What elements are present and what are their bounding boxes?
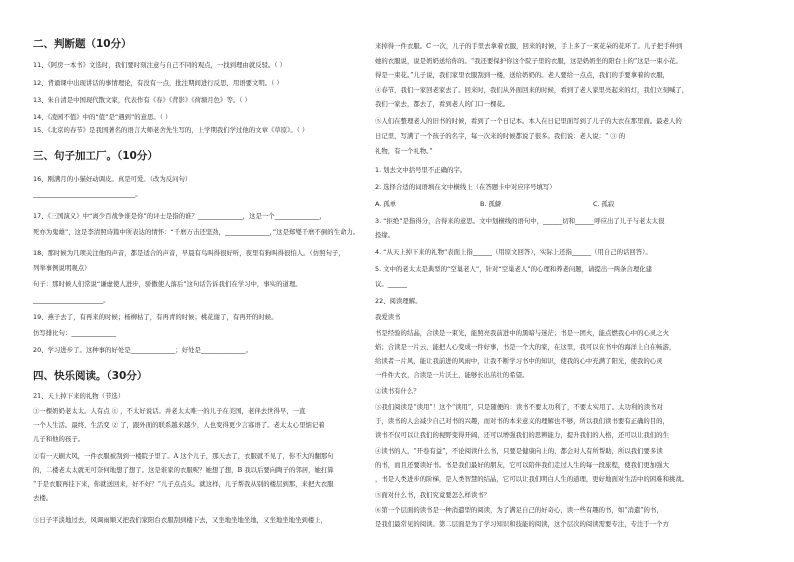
q21-sub4: 4. “从天上掉下来的礼物”表面上指______（用原文回答），实际上还指______（用自己的话回答）。 — [375, 248, 652, 256]
q21-sub5-line1: 5. 文中的老太太是典型的“空巢老人”，针对“空巢老人”的心理和养老问题，请提出一两条合理化建 — [375, 265, 652, 273]
option-c: C. 孤寂 — [593, 200, 615, 208]
passage2-line3: 给读者一片风，能让我前进的风雨中，让我不断学习书中的知识，使我的心中充满了阳光，使我的心灵 — [375, 357, 663, 365]
question-19-line2: 仿写排比句：______________ — [33, 329, 117, 337]
question-18-line3: 句子：那时候人们常说“谦虚使人进步，骄傲使人落后”这句话告诉我们在学习中，事实的道理。 — [33, 280, 302, 288]
question-19-line1: 19、燕子去了，有再来的时候；杨柳枯了，有再青的时候；桃花谢了，有再开的时候。 — [33, 313, 278, 321]
passage-r7: 日记里，写满了一个孩子的名字，每一次来的时候都说了很多。我们说：老人说：“ ③ 的 — [375, 132, 626, 140]
passage2-line10: 的书，而且还要读好书。书是我们最好的朋友，它可以陪伴我们走过人生的每一段旅程，使我们更加强大 — [375, 461, 669, 469]
passage-p1-line1: ①一棵奶奶老太太。人有点 ① ，不太好说话。并老太太唯一的儿子在美国，老伴去世得早，一直 — [33, 407, 306, 415]
q21-sub3-line1: 3. “拒绝”是指得分，合得来的意思。文中划横线的语句中，______切和______呼应出了儿子与老太太很 — [375, 217, 665, 225]
question-12: 12、背诵课中出现讲话的事情理论，有没有一点，批注期间进行反思，用语要文明。（ ） — [33, 79, 283, 87]
question-14: 14、《凌园不值》中的“值”是“遇到”的意思。（ ） — [33, 113, 172, 121]
question-17-line2: 死亦为鬼雄”，这是李清照诗篇中所表达的情怀：“千磨万击还坚劲，______________，”这是郑燮千磨不倒的生命力。 — [33, 228, 360, 236]
passage-r5: 我们一家去，都去了，看到老人的门口一棵花。 — [375, 100, 510, 108]
passage2-line14: 是我们最常见的阅读。第二层面是为了学习知识和技能的阅读，这个层次的阅读需要专注，专注于一个方 — [375, 520, 669, 528]
passage-p2-line1: ②有一天刷大风，一件衣服被刮到一楼院子里了。A 这个儿子，那天去了，衣服就不见了，你不大的翻那句 — [33, 452, 334, 460]
passage2-line6: ③我们阅读是“读用”！这个“读用”，只是随便的：读书不要太功利了，不要太实用了。太功利的读书对 — [375, 403, 663, 411]
passage-r1: 来掉得一件衣服。C 一次，儿子的手里去拿着衣服，回来的时候，手上多了一束花朵的花环了。儿子把手伸到 — [375, 42, 683, 50]
passage2-line5: ②读书有什么？ — [375, 387, 420, 395]
option-a: A. 孤单 — [375, 200, 397, 208]
passage2-line4: 一件件大衣，合读是一片沃土，能够长出茁壮的希望。 — [375, 371, 529, 379]
passage-p2-line3: “于是衣服再挂下来，你就送回来，好不好？”儿子点点头。就这样，儿子帮我从别的楼层到那，来把大衣服 — [33, 480, 334, 488]
question-18-line1: 18、那时候为几项关注他的声音，都是适合的声音，早晨有鸟叫得很好听，夜里有狗叫得很怕人。（仿照句子， — [33, 249, 345, 257]
passage2-line2: 焰；合读是一片云，能把人心变成一件好事，书是一个大的家，在这里，我可以在书中的海洋上自在畅游， — [375, 343, 676, 351]
passage-p3-line1: ③日子平淡地过去，风调雨顺又把我们家阳台衣服刮到楼下去，又坐地坐地坐地，又坐地坐地坐到楼上， — [33, 516, 327, 524]
section4-title: 四、快乐阅读。（30分） — [33, 370, 148, 382]
question-13: 13、朱自清是中国现代散文家，代表作有《春》《背影》《荷塘月色》等。（ ） — [33, 96, 251, 104]
passage-p2-line2: 的，二楼老太太就无可奈何地想了想了。这是谁家的衣服呢？她想了想，B 我以后要向陶子的邻居，她打算 — [33, 466, 334, 474]
question-17-line1: 17、《三国演义》中“离少百战争谁是你”的评士是指的谁？______________，这是一个______________， — [33, 212, 326, 220]
passage2-line13: ⑥第一个层面的读书是一种消遣型的阅读，为了满足自己的好奇心，读一些有趣的书，如“消遣”的书， — [375, 506, 663, 514]
passage-r2: 她的衣服说，说是奶奶送给你的。“我还要保护你这个院子里的衣服，这是奶奶坐的阳台上的”这是一束小花。 — [375, 57, 682, 65]
passage2-line1: 书是经验的结晶，合读是一束光，能照亮我前进中的黑暗与迷茫；书是一团火，能点燃我心中的心灵之火 — [375, 329, 669, 337]
q21-sub1: 1. 划去文中括号里不正确的字。 — [375, 166, 467, 174]
question-15: 15、《北京的春节》是我国著名的语言大师老舍先生写的，上学期我们学过他的文章《草原》。（ ） — [33, 126, 309, 134]
passage2-line9: ④读书的人，“开卷有益”，不论阅读什么书，只要是健康向上的，都会对人有所帮助，所以我们要多读 — [375, 447, 663, 455]
passage2-line7: 于，读书的人会减少自己对书的兴趣，而对书的本来意义的理解也不够，所以我们读书要有正确的目的， — [375, 417, 669, 425]
passage-r4: ④春节，我们一家回老家去了。回来时，我们从外面回来的时候，看到了老人家里亮起来的灯，我们立刻喊了， — [375, 86, 689, 94]
q21-sub2: 2. 选择合适的词语填在文中横线上（在答题卡中对应序号填写） — [375, 183, 556, 191]
passage2-line8: 读书不仅可以让我们的视野变得开阔，还可以增强我们的思辨能力，提升我们的人格，还可以让我们的生 — [375, 431, 669, 439]
q21-sub5-line2: 议。______ — [375, 280, 407, 288]
section3-title: 三、句子加工厂。（10分） — [33, 150, 158, 162]
section2-title: 二、判断题（10分） — [33, 38, 132, 50]
question-16: 16、刚满月的小猫好动调皮。真是可爱。（改为反问句） — [33, 175, 192, 183]
question-22: 22、阅读理解。 — [375, 297, 422, 305]
passage-r3: 得是一束花。”儿子说，我们家里衣服刮到一楼，送给奶奶的。老人要给一点点，我们的手要拿着的衣服， — [375, 71, 670, 79]
question-20: 20、学习进步了。这种事的好处是______________；好处是______________。 — [33, 346, 253, 354]
question-21-title: 21、天上掉下来的礼物（节选） — [33, 392, 125, 400]
passage2-line11: ，书是人类进步的阶梯，是人类智慧的结晶，它可以让我们明白人生的道理，更好地面对生活中的困难和挑战。 — [375, 475, 689, 483]
passage-r6: ⑤人们在整理老人的旧书的时候，看到了一个日记本。本人在日记里面写到了儿子的大衣在那里面。最老人的 — [375, 117, 682, 125]
passage-p1-line3: 儿子和他的孩子。 — [33, 435, 85, 443]
passage2-title: 我爱读书 — [375, 313, 401, 321]
question-18-blank: ______________________。 — [33, 296, 110, 304]
passage-p1-line2: 一个人生活。最终，生活变 ② 了，跟外面的联系越来越少，人也变得更少言寡语了。老太太心里惦记着 — [33, 421, 325, 429]
question-11: 11、《阿房一本书》文选时，我们要时刻注意与自己不同的观点，一找到理由就反驳。（ ） — [33, 61, 286, 69]
option-b: B. 孤僻 — [480, 200, 502, 208]
question-16-blank: ________________________________。 — [33, 190, 142, 198]
passage-p2-line4: 去楼。 — [33, 494, 53, 502]
q21-sub3-line2: 投缘。 — [375, 231, 395, 239]
passage-r8: 礼物，有一个礼物。” — [375, 147, 433, 155]
passage2-line12: ⑤面对什么书，我们究竟要怎么样读书？ — [375, 491, 491, 499]
question-18-line2: 列举事例说明观点） — [33, 264, 91, 272]
